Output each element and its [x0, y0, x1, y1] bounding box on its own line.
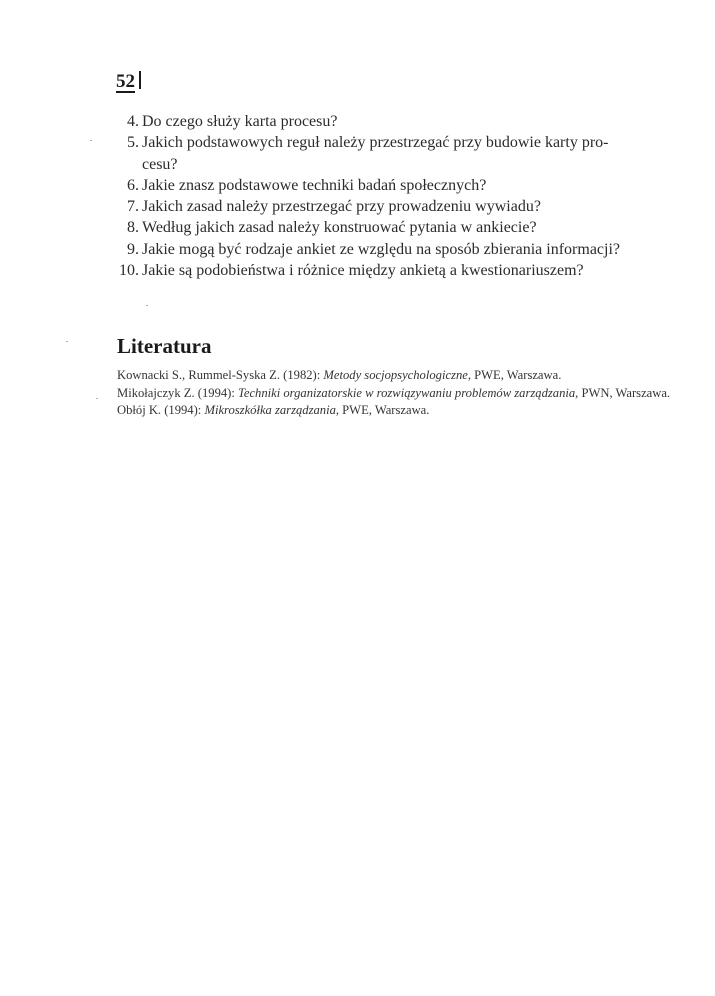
scan-speck [90, 140, 92, 141]
reference-title: Metody socjopsychologiczne [323, 368, 468, 382]
question-text: Jakie znasz podstawowe techniki badań społecznych? [142, 176, 487, 194]
question-text: Jakie są podobieństwa i różnice między ankietą a kwestionariuszem? [142, 262, 584, 280]
reference-entry [117, 402, 677, 420]
question-item [110, 111, 680, 132]
question-item [110, 217, 680, 238]
reference-authors: Kownacki S., Rummel-Syska Z. (1982): [117, 368, 324, 382]
question-text: Według jakich zasad należy konstruować pytania w ankiecie? [142, 219, 537, 237]
reference-title: Techniki organizatorskie w rozwiązywaniu problemów zarządzania [238, 385, 576, 400]
question-number: 9. [127, 240, 139, 258]
question-text: Do czego służy karta procesu? [142, 113, 338, 130]
reference-publisher: , PWE, Warszawa. [335, 403, 430, 418]
question-text: Jakich podstawowych reguł należy przestrzegać przy budowie karty pro- [142, 134, 609, 152]
question-list [110, 111, 680, 281]
question-text: Jakie mogą być rodzaje ankiet ze względu na sposób zbierania informacji? [142, 240, 621, 258]
question-item [110, 260, 680, 281]
page-number-value: 52 [116, 71, 135, 92]
question-number: 7. [127, 198, 139, 216]
question-item [110, 175, 680, 196]
question-number: 6. [127, 176, 139, 194]
question-text-wrapper [142, 132, 680, 175]
question-number: 4. [127, 113, 139, 130]
scan-speck [66, 341, 68, 342]
reference-entry [117, 385, 677, 403]
reference-publisher: , PWN, Warszawa. [575, 385, 671, 400]
page-number [116, 70, 141, 94]
question-item [110, 239, 680, 260]
question-number: 10. [119, 262, 139, 280]
question-item [110, 132, 680, 175]
page-number-rule [139, 71, 141, 89]
question-text: Jakich zasad należy przestrzegać przy prowadzeniu wywiadu? [142, 198, 541, 216]
literature-heading: Literatura [117, 334, 212, 358]
reference-authors: Obłój K. (1994): [117, 403, 205, 418]
reference-title: Mikroszkółka zarządzania [204, 403, 336, 418]
reference-authors: Mikołajczyk Z. (1994): [117, 385, 239, 400]
question-text-continuation: cesu? [142, 155, 178, 173]
question-number: 8. [127, 219, 139, 237]
reference-entry [117, 367, 677, 385]
reference-list [117, 367, 677, 420]
question-item [110, 196, 680, 217]
scan-speck [96, 398, 98, 399]
scan-speck [146, 305, 148, 306]
reference-publisher: , PWE, Warszawa. [467, 368, 562, 382]
question-number: 5. [127, 134, 139, 152]
